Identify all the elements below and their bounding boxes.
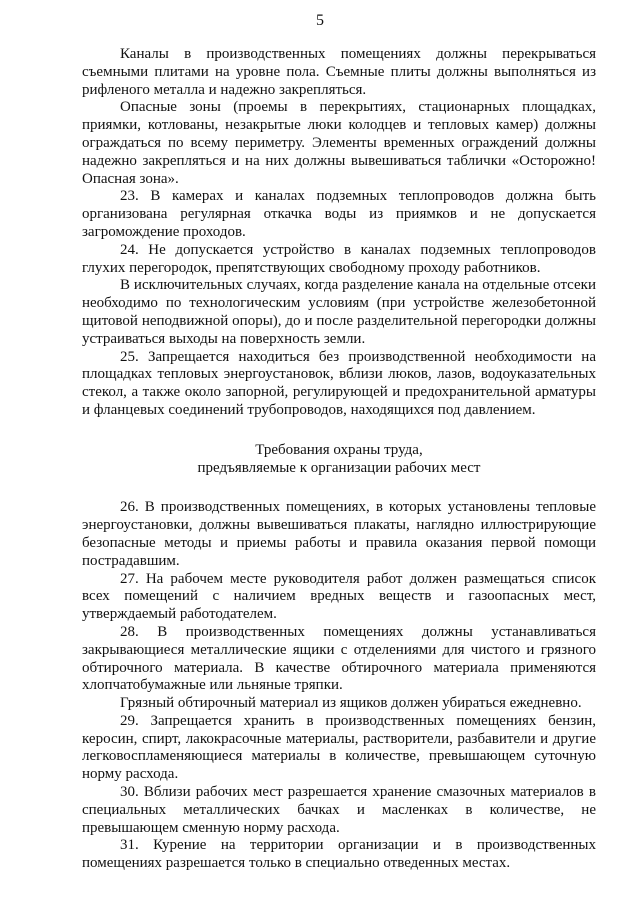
- paragraph: В исключительных случаях, когда разделение канала на отдельные отсеки необходимо по технологическим условиям (при устройстве железобетонной щитовой неподвижной опоры), до и после разделительной перегородки должны устраиваться выходы на поверхность земли.: [82, 277, 596, 347]
- paragraph: 25. Запрещается находиться без производственной необходимости на площадках тепловых энергоустановок, вблизи люков, лазов, водоуказательных стекол, а также около запорной, регулирующей и предохранительной арматуры и фланцевых соединений трубопроводов, находящихся под давлением.: [82, 348, 596, 418]
- paragraph: 28. В производственных помещениях должны устанавливаться закрывающиеся металлические ящики с отделениями для чистого и грязного обтирочного материала. В качестве обтирочного материала применяются хлопчатобумажные или льняные тряпки.: [82, 623, 596, 694]
- paragraph: Каналы в производственных помещениях должны перекрываться съемными плитами на уровне пола. Съемные плиты должны выполняться из рифленого металла и надежно закрепляться.: [82, 46, 596, 98]
- paragraph: 27. На рабочем месте руководителя работ должен размещаться список всех помещений с наличием вредных веществ и газоопасных мест, утверждаемый работодателем.: [82, 570, 596, 623]
- section-heading-line-2: предъявляемые к организации рабочих мест: [197, 459, 481, 476]
- section-heading: [82, 442, 596, 478]
- paragraph: 24. Не допускается устройство в каналах подземных теплопроводов глухих перегородок, препятствующих свободному проходу работников.: [82, 241, 596, 276]
- page-number: 5: [316, 12, 324, 29]
- paragraph: 23. В камерах и каналах подземных теплопроводов должна быть организована регулярная откачка воды из приямков и не допускается загромождение проходов.: [82, 188, 596, 240]
- paragraph: 31. Курение на территории организации и в производственных помещениях разрешается только в специально отведенных местах.: [82, 837, 596, 872]
- document-body: [82, 46, 596, 873]
- paragraph: 26. В производственных помещениях, в которых установлены тепловые энергоустановки, должны вывешиваться плакаты, наглядно иллюстрирующие безопасные методы и приемы работы и правила оказания первой помощи пострадавшим.: [82, 499, 596, 569]
- paragraph: Грязный обтирочный материал из ящиков должен убираться ежедневно.: [120, 695, 582, 712]
- paragraph: Опасные зоны (проемы в перекрытиях, стационарных площадках, приямки, котлованы, незакрытые люки колодцев и тепловых камер) должны ограждаться по всему периметру. Элементы временных ограждений должны надежно закрепляться и на них должны вывешиваться таблички «Осторожно! Опасная зона».: [82, 99, 596, 187]
- paragraph: 30. Вблизи рабочих мест разрешается хранение смазочных материалов в специальных металлических бачках и масленках в количестве, не превышающем сменную норму расхода.: [82, 784, 596, 836]
- section-heading-line-1: Требования охраны труда,: [255, 441, 423, 458]
- paragraph: 29. Запрещается хранить в производственных помещениях бензин, керосин, спирт, лакокрасочные материалы, растворители, разбавители и другие легковоспламеняющиеся материалы в количестве, превышающем суточную норму расхода.: [82, 712, 596, 783]
